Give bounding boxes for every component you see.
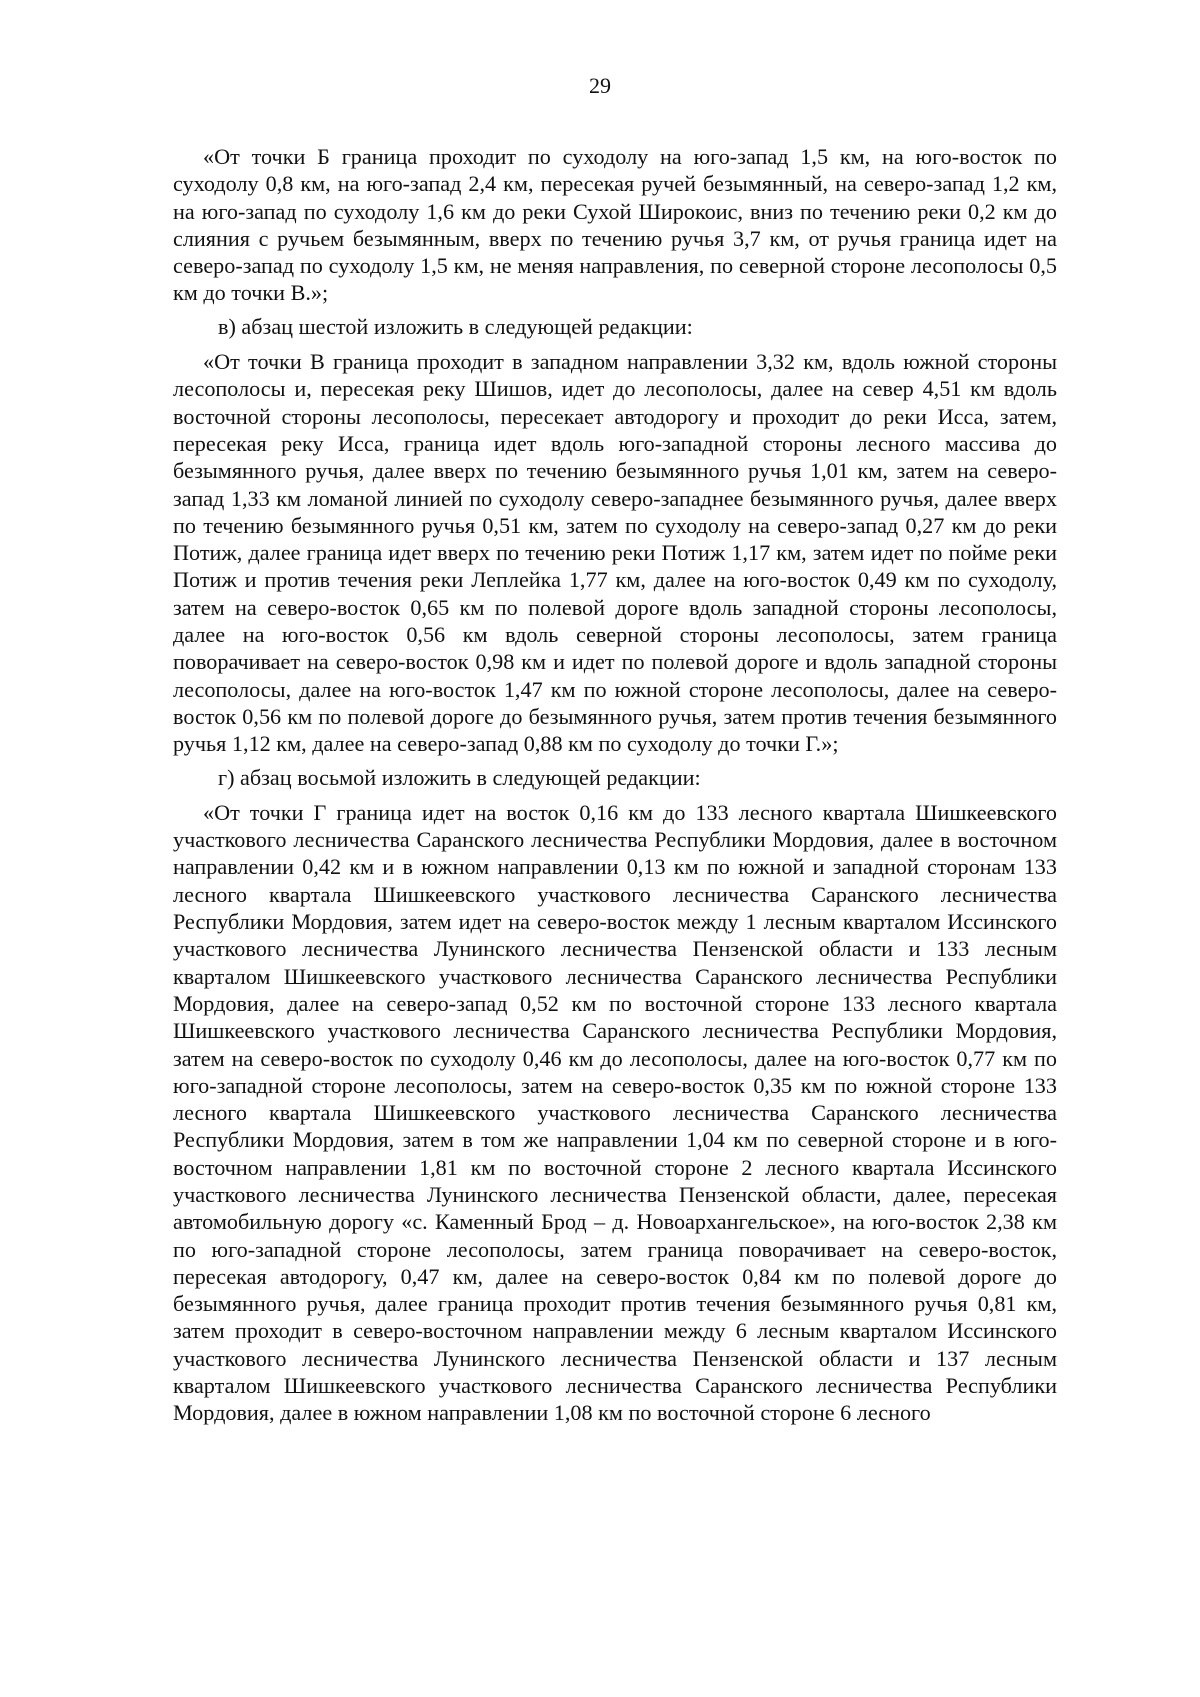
paragraph-point-g: «От точки Г граница идет на восток 0,16 км до 133 лесного квартала Шишкеевского участкового лесничества Саранского лесничества Республики Мордовия, далее в восточном направлении 0,42 км и в южном направлении 0,13 км по южной и западной сторонам 133 лесного квартала Шишкеевского участкового лесничества Саранского лесничества Республики Мордовия, затем идет на северо-восток между 1 лесным кварталом Иссинского участкового лесничества Лунинского лесничества Пензенской области и 133 лесным кварталом Шишкеевского участкового лесничества Саранского лесничества Республики Мордовия, далее на северо-запад 0,52 км по восточной стороне 133 лесного квартала Шишкеевского участкового лесничества Саранского лесничества Республики Мордовия, затем на северо-восток по суходолу 0,46 км до лесополосы, далее на юго-восток 0,77 км по юго-западной стороне лесополосы, затем на северо-восток 0,35 км по южной стороне 133 лесного квартала Шишкеевского участкового лесничества Саранского лесничества Республики Мордовия, затем в том же направлении 1,04 км по северной стороне и в юго-восточном направлении 1,81 км по восточной стороне 2 лесного квартала Иссинского участкового лесничества Лунинского лесничества Пензенской области, далее, пересекая автомобильную дорогу «с. Каменный Брод – д. Новоархангельское», на юго-восток 2,38 км по юго-западной стороне лесополосы, затем граница поворачивает на северо-восток, пересекая автодорогу, 0,47 км, далее на северо-восток 0,84 км по полевой дороге до безымянного ручья, далее граница проходит против течения безымянного ручья 0,81 км, затем проходит в северо-восточном направлении между 6 лесным кварталом Иссинского участкового лесничества Лунинского лесничества Пензенской области и 137 лесным кварталом Шишкеевского участкового лесничества Саранского лесничества Республики Мордовия, далее в южном направлении 1,08 км по восточной стороне 6 лесного	[173, 799, 1057, 1426]
paragraph-instruction-sixth: в) абзац шестой изложить в следующей редакции:	[218, 313, 693, 339]
page-number: 29	[589, 73, 611, 98]
document-body	[173, 143, 1057, 1427]
paragraph-point-v: «От точки В граница проходит в западном направлении 3,32 км, вдоль южной стороны лесополосы и, пересекая реку Шишов, идет до лесополосы, далее на север 4,51 км вдоль восточной стороны лесополосы, пересекает автодорогу и проходит до реки Исса, затем, пересекая реку Исса, граница идет вдоль юго-западной стороны лесного массива до безымянного ручья, далее вверх по течению безымянного ручья 1,01 км, затем на северо-запад 1,33 км ломаной линией по суходолу северо-западнее безымянного ручья, далее вверх по течению безымянного ручья 0,51 км, затем по суходолу на северо-запад 0,27 км до реки Потиж, далее граница идет вверх по течению реки Потиж 1,17 км, затем идет по пойме реки Потиж и против течения реки Леплейка 1,77 км, далее на юго-восток 0,49 км по суходолу, затем на северо-восток 0,65 км по полевой дороге вдоль западной стороны лесополосы, далее на юго-восток 0,56 км вдоль северной стороны лесополосы, затем граница поворачивает на северо-восток 0,98 км и идет по полевой дороге и вдоль западной стороны лесополосы, далее на юго-восток 1,47 км по южной стороне лесополосы, далее на северо-восток 0,56 км по полевой дороге до безымянного ручья, затем против течения безымянного ручья 1,12 км, далее на северо-запад 0,88 км по суходолу до точки Г.»;	[173, 349, 1057, 757]
paragraph-instruction-eighth: г) абзац восьмой изложить в следующей редакции:	[218, 764, 701, 790]
paragraph-point-b: «От точки Б граница проходит по суходолу на юго-запад 1,5 км, на юго-восток по суходолу 0,8 км, на юго-запад 2,4 км, пересекая ручей безымянный, на северо-запад 1,2 км, на юго-запад по суходолу 1,6 км до реки Сухой Широкоис, вниз по течению реки 0,2 км до слияния с ручьем безымянным, вверх по течению ручья 3,7 км, от ручья граница идет на северо-запад по суходолу 1,5 км, не меняя направления, по северной стороне лесополосы 0,5 км до точки В.»;	[173, 144, 1057, 306]
